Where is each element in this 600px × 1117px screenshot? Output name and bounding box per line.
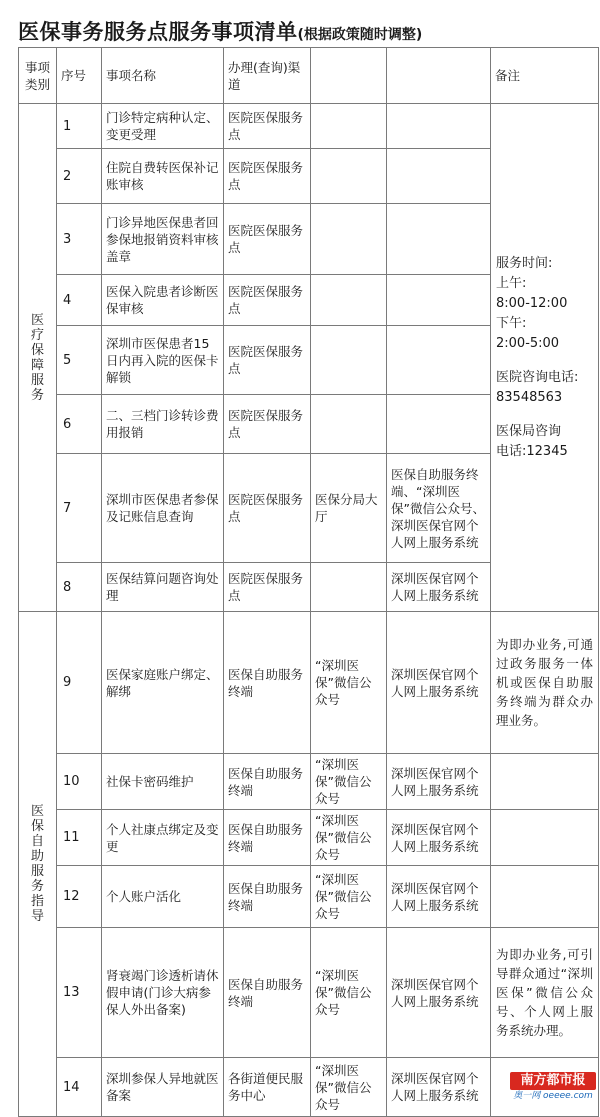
row-channel-1: 医保自助服务终端 bbox=[224, 810, 311, 866]
remark-blank bbox=[491, 866, 599, 928]
hospital-phone: 83548563 bbox=[496, 389, 563, 405]
row-seq: 10 bbox=[57, 754, 102, 810]
row-seq: 3 bbox=[57, 204, 102, 275]
row-name: 二、三档门诊转诊费用报销 bbox=[102, 395, 224, 454]
row-seq: 5 bbox=[57, 326, 102, 395]
row-name: 医保入院患者诊断医保审核 bbox=[102, 275, 224, 326]
row-channel-3: 深圳医保官网个人网上服务系统 bbox=[387, 563, 491, 612]
row-seq: 12 bbox=[57, 866, 102, 928]
row-channel-1: 医院医保服务点 bbox=[224, 454, 311, 563]
row-channel-1: 医保自助服务终端 bbox=[224, 754, 311, 810]
header-channel: 办理(查询)渠道 bbox=[224, 48, 311, 104]
am-hours: 8:00-12:00 bbox=[496, 295, 568, 311]
page-title bbox=[18, 16, 422, 51]
row-channel-3: 深圳医保官网个人网上服务系统 bbox=[387, 1058, 491, 1117]
row-seq: 13 bbox=[57, 928, 102, 1058]
row-channel-1: 医保自助服务终端 bbox=[224, 866, 311, 928]
row-channel-3: 深圳医保官网个人网上服务系统 bbox=[387, 754, 491, 810]
header-seq: 序号 bbox=[57, 48, 102, 104]
logo-name: 南方都市报 bbox=[510, 1072, 596, 1090]
remark-guide-online: 为即办业务,可引导群众通过“深圳医保”微信公众号、个人网上服务系统办理。 bbox=[491, 928, 599, 1058]
row-channel-2 bbox=[311, 204, 387, 275]
row-channel-2 bbox=[311, 149, 387, 204]
row-seq: 14 bbox=[57, 1058, 102, 1117]
row-seq: 2 bbox=[57, 149, 102, 204]
pm-hours: 2:00-5:00 bbox=[496, 335, 560, 351]
row-channel-3 bbox=[387, 149, 491, 204]
row-channel-2 bbox=[311, 275, 387, 326]
remark-blank bbox=[491, 810, 599, 866]
row-channel-2 bbox=[311, 104, 387, 149]
header-name: 事项名称 bbox=[102, 48, 224, 104]
row-name: 肾衰竭门诊透析请休假申请(门诊大病参保人外出备案) bbox=[102, 928, 224, 1058]
header-blank-2 bbox=[387, 48, 491, 104]
row-channel-1: 医院医保服务点 bbox=[224, 104, 311, 149]
header-remark: 备注 bbox=[491, 48, 599, 104]
row-name: 深圳参保人异地就医备案 bbox=[102, 1058, 224, 1117]
row-name: 深圳市医保患者15日内再入院的医保卡解锁 bbox=[102, 326, 224, 395]
row-name: 社保卡密码维护 bbox=[102, 754, 224, 810]
row-channel-2: “深圳医保”微信公众号 bbox=[311, 754, 387, 810]
row-name: 个人账户活化 bbox=[102, 866, 224, 928]
row-name: 门诊异地医保患者回参保地报销资料审核盖章 bbox=[102, 204, 224, 275]
row-channel-1: 医院医保服务点 bbox=[224, 395, 311, 454]
table-row bbox=[19, 754, 599, 810]
row-seq: 11 bbox=[57, 810, 102, 866]
row-seq: 7 bbox=[57, 454, 102, 563]
row-channel-3 bbox=[387, 395, 491, 454]
am-label: 上午: bbox=[496, 275, 527, 291]
header-category: 事项类别 bbox=[19, 48, 57, 104]
row-channel-3 bbox=[387, 275, 491, 326]
row-name: 住院自费转医保补记账审核 bbox=[102, 149, 224, 204]
table-row bbox=[19, 612, 599, 754]
row-channel-1: 医院医保服务点 bbox=[224, 149, 311, 204]
service-items-table bbox=[18, 47, 599, 1117]
category-medical: 医疗保障服务 bbox=[19, 104, 57, 612]
category-self-help: 医保自助服务指导 bbox=[19, 612, 57, 1117]
bureau-phone: 电话:12345 bbox=[496, 443, 568, 459]
row-seq: 6 bbox=[57, 395, 102, 454]
row-channel-2: “深圳医保”微信公众号 bbox=[311, 1058, 387, 1117]
row-channel-1: 医院医保服务点 bbox=[224, 326, 311, 395]
row-channel-1: 各街道便民服务中心 bbox=[224, 1058, 311, 1117]
row-channel-2: “深圳医保”微信公众号 bbox=[311, 612, 387, 754]
title-main: 医保事务服务点服务事项清单 bbox=[18, 20, 298, 44]
row-seq: 1 bbox=[57, 104, 102, 149]
pm-label: 下午: bbox=[496, 315, 527, 331]
row-channel-3: 深圳医保官网个人网上服务系统 bbox=[387, 612, 491, 754]
row-channel-3: 深圳医保官网个人网上服务系统 bbox=[387, 928, 491, 1058]
remark-blank bbox=[491, 754, 599, 810]
row-channel-2: 医保分局大厅 bbox=[311, 454, 387, 563]
row-name: 门诊特定病种认定、变更受理 bbox=[102, 104, 224, 149]
row-seq: 4 bbox=[57, 275, 102, 326]
row-channel-2 bbox=[311, 395, 387, 454]
row-channel-2 bbox=[311, 563, 387, 612]
row-channel-3: 深圳医保官网个人网上服务系统 bbox=[387, 866, 491, 928]
table-row bbox=[19, 104, 599, 149]
service-time-label: 服务时间: bbox=[496, 255, 553, 271]
row-channel-1: 医院医保服务点 bbox=[224, 275, 311, 326]
row-seq: 9 bbox=[57, 612, 102, 754]
row-name: 个人社康点绑定及变更 bbox=[102, 810, 224, 866]
row-seq: 8 bbox=[57, 563, 102, 612]
header-blank-1 bbox=[311, 48, 387, 104]
row-name: 医保家庭账户绑定、解绑 bbox=[102, 612, 224, 754]
row-channel-2: “深圳医保”微信公众号 bbox=[311, 810, 387, 866]
row-channel-1: 医院医保服务点 bbox=[224, 563, 311, 612]
row-channel-3 bbox=[387, 326, 491, 395]
row-channel-3: 医保自助服务终端、“深圳医保”微信公众号、深圳医保官网个人网上服务系统 bbox=[387, 454, 491, 563]
newspaper-logo bbox=[510, 1072, 596, 1102]
row-name: 深圳市医保患者参保及记账信息查询 bbox=[102, 454, 224, 563]
row-name: 医保结算问题咨询处理 bbox=[102, 563, 224, 612]
row-channel-3: 深圳医保官网个人网上服务系统 bbox=[387, 810, 491, 866]
row-channel-2: “深圳医保”微信公众号 bbox=[311, 928, 387, 1058]
remark-immediate-service: 为即办业务,可通过政务服务一体机或医保自助服务终端为群众办理业务。 bbox=[491, 612, 599, 754]
table-row bbox=[19, 866, 599, 928]
row-channel-3 bbox=[387, 204, 491, 275]
table-row bbox=[19, 928, 599, 1058]
title-subtitle: (根据政策随时调整) bbox=[297, 27, 423, 43]
row-channel-1: 医院医保服务点 bbox=[224, 204, 311, 275]
row-channel-1: 医保自助服务终端 bbox=[224, 612, 311, 754]
row-channel-1: 医保自助服务终端 bbox=[224, 928, 311, 1058]
bureau-phone-label: 医保局咨询 bbox=[496, 423, 562, 439]
row-channel-2: “深圳医保”微信公众号 bbox=[311, 866, 387, 928]
logo-subtitle: 奥一网 oeeee.com bbox=[513, 1091, 593, 1101]
table-row bbox=[19, 810, 599, 866]
table-header-row bbox=[19, 48, 599, 104]
row-channel-3 bbox=[387, 104, 491, 149]
hospital-phone-label: 医院咨询电话: bbox=[496, 369, 579, 385]
row-channel-2 bbox=[311, 326, 387, 395]
service-info-note bbox=[491, 104, 599, 612]
